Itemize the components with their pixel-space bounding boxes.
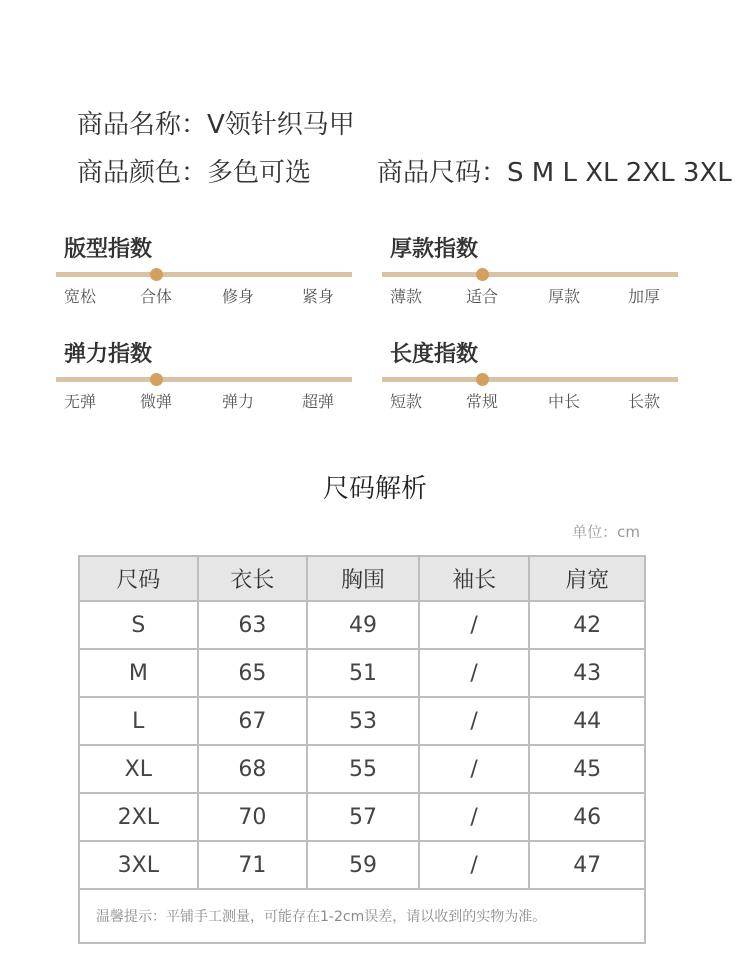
table-cell: 59 (307, 841, 419, 889)
index-marker-dot (476, 268, 489, 281)
table-cell: 3XL (79, 841, 198, 889)
product-size-value: S M L XL 2XL 3XL (507, 158, 732, 188)
index-label: 紧身 (301, 287, 335, 306)
table-row (79, 745, 645, 793)
table-cell: 49 (307, 601, 419, 649)
index-label: 加厚 (627, 287, 661, 306)
table-cell: 47 (529, 841, 645, 889)
table-cell: 57 (307, 793, 419, 841)
table-cell: S (79, 601, 198, 649)
table-header-row (79, 556, 645, 601)
fit-index (56, 232, 352, 312)
table-row (79, 649, 645, 697)
section-title: 尺码解析 (322, 474, 427, 504)
table-header-cell: 尺码 (79, 556, 198, 601)
table-cell: 46 (529, 793, 645, 841)
table-cell: M (79, 649, 198, 697)
table-cell: 68 (198, 745, 308, 793)
index-label: 超弹 (301, 392, 335, 411)
index-marker-dot (476, 373, 489, 386)
table-cell: 63 (198, 601, 308, 649)
table-cell: / (419, 697, 530, 745)
index-label: 弹力 (221, 392, 255, 411)
product-color-label: 商品颜色： (77, 158, 208, 188)
table-cell: / (419, 841, 530, 889)
table-cell: 70 (198, 793, 308, 841)
index-label: 宽松 (63, 287, 97, 306)
table-header-cell: 肩宽 (529, 556, 645, 601)
index-bar (56, 272, 352, 277)
table-cell: 71 (198, 841, 308, 889)
unit-label: 单位：cm (572, 523, 640, 541)
table-cell: 53 (307, 697, 419, 745)
index-title: 长度指数 (390, 342, 479, 367)
table-row (79, 841, 645, 889)
table-header-cell: 袖长 (419, 556, 530, 601)
table-cell: 2XL (79, 793, 198, 841)
index-marker-dot (150, 268, 163, 281)
product-name-line (77, 112, 355, 138)
table-cell: / (419, 793, 530, 841)
table-cell: / (419, 649, 530, 697)
table-cell: L (79, 697, 198, 745)
elasticity-index (56, 337, 352, 417)
size-table (78, 555, 646, 944)
table-cell: / (419, 601, 530, 649)
measurement-note: 温馨提示：平铺手工测量，可能存在1-2cm误差，请以收到的实物为准。 (79, 889, 645, 943)
index-bar (382, 272, 678, 277)
table-header-cell: 胸围 (307, 556, 419, 601)
table-note-row (79, 889, 645, 943)
index-bar (56, 377, 352, 382)
index-label: 合体 (139, 287, 173, 306)
length-index (382, 337, 678, 417)
table-cell: 43 (529, 649, 645, 697)
index-label: 长款 (627, 392, 661, 411)
table-row (79, 601, 645, 649)
table-cell: 65 (198, 649, 308, 697)
index-label: 适合 (465, 287, 499, 306)
index-title: 厚款指数 (390, 237, 479, 262)
product-color-value: 多色可选 (207, 158, 312, 188)
index-label: 无弹 (63, 392, 97, 411)
table-cell: / (419, 745, 530, 793)
product-color-line (77, 160, 311, 186)
table-cell: 45 (529, 745, 645, 793)
index-label: 厚款 (547, 287, 581, 306)
index-label: 修身 (221, 287, 255, 306)
thickness-index (382, 232, 678, 312)
product-name-value: V领针织马甲 (207, 110, 355, 140)
index-label: 短款 (389, 392, 423, 411)
index-label: 中长 (547, 392, 581, 411)
table-row (79, 793, 645, 841)
table-cell: 55 (307, 745, 419, 793)
table-cell: XL (79, 745, 198, 793)
product-size-label: 商品尺码： (377, 158, 508, 188)
table-header-cell: 衣长 (198, 556, 308, 601)
table-cell: 51 (307, 649, 419, 697)
table-cell: 44 (529, 697, 645, 745)
product-size-line (377, 160, 732, 186)
table-cell: 67 (198, 697, 308, 745)
index-bar (382, 377, 678, 382)
index-label: 微弹 (139, 392, 173, 411)
index-title: 弹力指数 (64, 342, 153, 367)
index-label: 常规 (465, 392, 499, 411)
product-name-label: 商品名称： (77, 110, 208, 140)
table-row (79, 697, 645, 745)
index-label: 薄款 (389, 287, 423, 306)
index-marker-dot (150, 373, 163, 386)
index-title: 版型指数 (64, 237, 153, 262)
table-cell: 42 (529, 601, 645, 649)
